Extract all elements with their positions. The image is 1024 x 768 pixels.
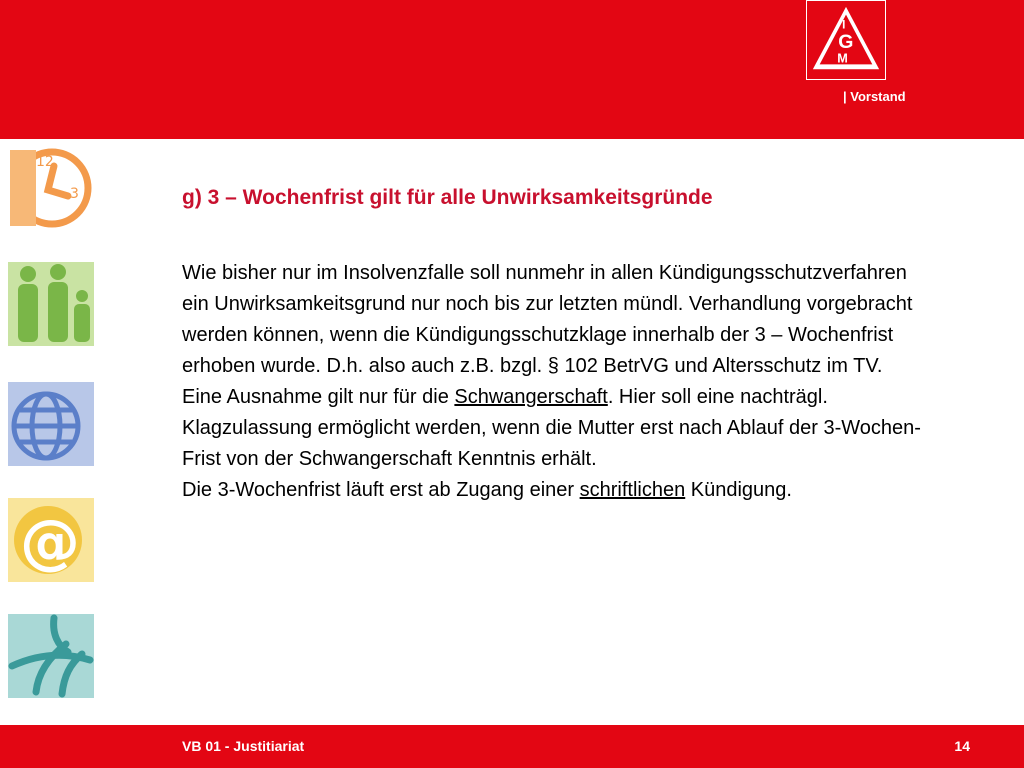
paragraph-exception	[182, 382, 922, 475]
svg-text:@: @	[20, 507, 80, 577]
paragraph-insolvency: Wie bisher nur im Insolvenzfalle soll nunmehr in allen Kündigungsschutzverfahren ein Unwirksamkeitsgrund nur noch bis zur letzten mündl. Verhandlung vorgebracht werden können, wenn die Kündigungsschutzklage innerhalb der 3 – Wochenfrist erhoben wurde. D.h. also auch z.B. bzgl. § 102 BetrVG und Altersschutz im TV.	[182, 262, 913, 377]
header-bar	[0, 0, 1024, 139]
paragraph-written-end: Kündigung.	[685, 479, 792, 501]
paragraph-exception-end: . Hier soll eine nachträgl. Klagzulassung ermöglicht werden, wenn die Mutter erst nach Ablauf der 3-Wochen-Frist von der Schwangerschaft Kenntnis erhält.	[182, 386, 921, 470]
leaf-icon	[8, 614, 94, 698]
page-number: 14	[954, 738, 970, 754]
paragraph-written-notice	[182, 475, 922, 506]
globe-icon	[8, 382, 94, 466]
schwangerschaft-underlined: Schwangerschaft	[454, 386, 608, 408]
footer-bar	[0, 725, 1024, 768]
svg-text:3: 3	[70, 186, 79, 202]
slide-body	[182, 258, 922, 506]
at-sign-icon	[8, 498, 94, 582]
slide-title: g) 3 – Wochenfrist gilt für alle Unwirksamkeitsgründe	[182, 186, 713, 209]
logo-letter-g: G	[838, 30, 854, 53]
logo-letter-i: I	[842, 18, 846, 32]
svg-text:12: 12	[36, 154, 54, 170]
family-icon	[8, 262, 94, 346]
org-label: | Vorstand	[843, 89, 906, 104]
igm-logo-icon	[807, 1, 885, 79]
igm-logo	[806, 0, 886, 80]
logo-letter-m: M	[837, 51, 848, 66]
clock-icon	[8, 146, 94, 230]
paragraph-exception-start: Eine Ausnahme gilt nur für die	[182, 386, 455, 408]
schriftlichen-underlined: schriftlichen	[579, 479, 686, 501]
footer-label: VB 01 - Justitiariat	[182, 738, 305, 754]
paragraph-written-start: Die 3-Wochenfrist läuft erst ab Zugang einer	[182, 479, 580, 501]
